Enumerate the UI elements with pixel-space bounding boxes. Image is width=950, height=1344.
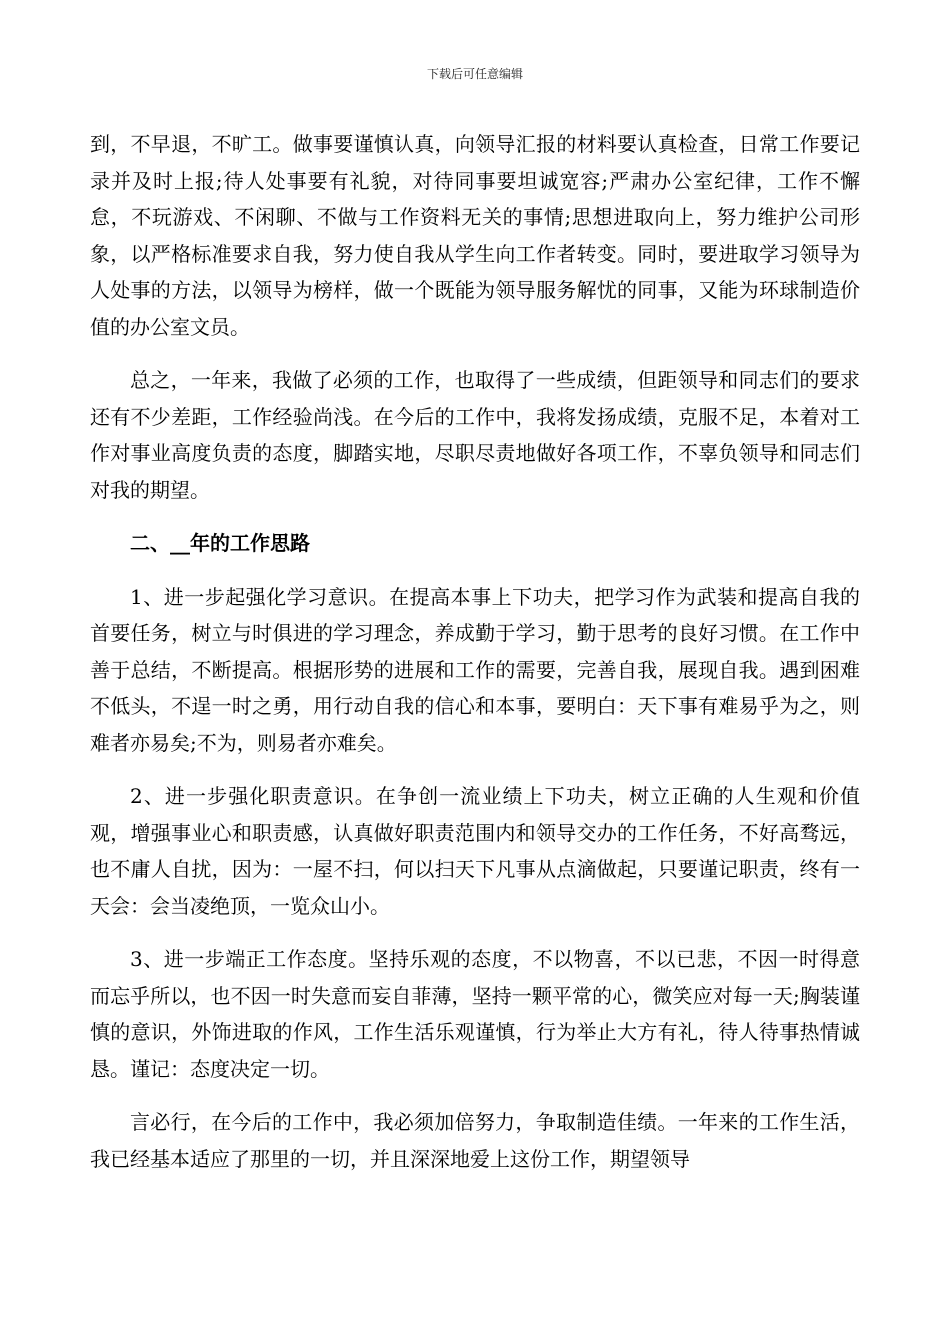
section-heading-work-plan: 二、__年的工作思路	[130, 531, 310, 555]
paragraph-responsibility-awareness: 2、进一步强化职责意识。在争创一流业绩上下功夫，树立正确的人生观和价值观，增强事业心和职责感，认真做好职责范围内和领导交办的工作任务，不好高骛远，也不庸人自扰，因为：一屋不扫，何以扫天下凡事从点滴做起，只要谨记职责，终有一天会：会当凌绝顶，一览众山小。	[90, 784, 860, 918]
document-body	[90, 126, 860, 1194]
paragraph-learning-awareness: 1、进一步起强化学习意识。在提高本事上下功夫，把学习作为武装和提高自我的首要任务，树立与时俱进的学习理念，养成勤于学习，勤于思考的良好习惯。在工作中善于总结，不断提高。根据形势的进展和工作的需要，完善自我，展现自我。遇到困难不低头，不逞一时之勇，用行动自我的信心和本事，要明白：天下事有难易乎为之，则难者亦易矣;不为，则易者亦难矣。	[90, 584, 860, 755]
page-header-note: 下载后可任意编辑	[426, 67, 523, 81]
paragraph-work-attitude: 3、进一步端正工作态度。坚持乐观的态度，不以物喜，不以已悲，不因一时得意而忘乎所以，也不因一时失意而妄自菲薄，坚持一颗平常的心，微笑应对每一天;胸装谨慎的意识，外饰进取的作风，工作生活乐观谨慎，行为举止大方有礼，待人待事热情诚恳。谨记：态度决定一切。	[90, 947, 860, 1081]
paragraph-summary: 总之，一年来，我做了必须的工作，也取得了一些成绩，但距领导和同志们的要求还有不少差距，工作经验尚浅。在今后的工作中，我将发扬成绩，克服不足，本着对工作对事业高度负责的态度，脚踏实地，尽职尽责地做好各项工作，不辜负领导和同志们对我的期望。	[90, 368, 860, 502]
paragraph-closing: 言必行，在今后的工作中，我必须加倍努力，争取制造佳绩。一年来的工作生活，我已经基本适应了那里的一切，并且深深地爱上这份工作，期望领导	[90, 1110, 860, 1171]
paragraph-work-conduct: 到，不早退，不旷工。做事要谨慎认真，向领导汇报的材料要认真检查，日常工作要记录并及时上报;待人处事要有礼貌，对待同事要坦诚宽容;严肃办公室纪律，工作不懈怠，不玩游戏、不闲聊、不做与工作资料无关的事情;思想进取向上，努力维护公司形象，以严格标准要求自我，努力使自我从学生向工作者转变。同时，要进取学习领导为人处事的方法，以领导为榜样，做一个既能为领导服务解忧的同事，又能为环球制造价值的办公室文员。	[90, 132, 860, 339]
